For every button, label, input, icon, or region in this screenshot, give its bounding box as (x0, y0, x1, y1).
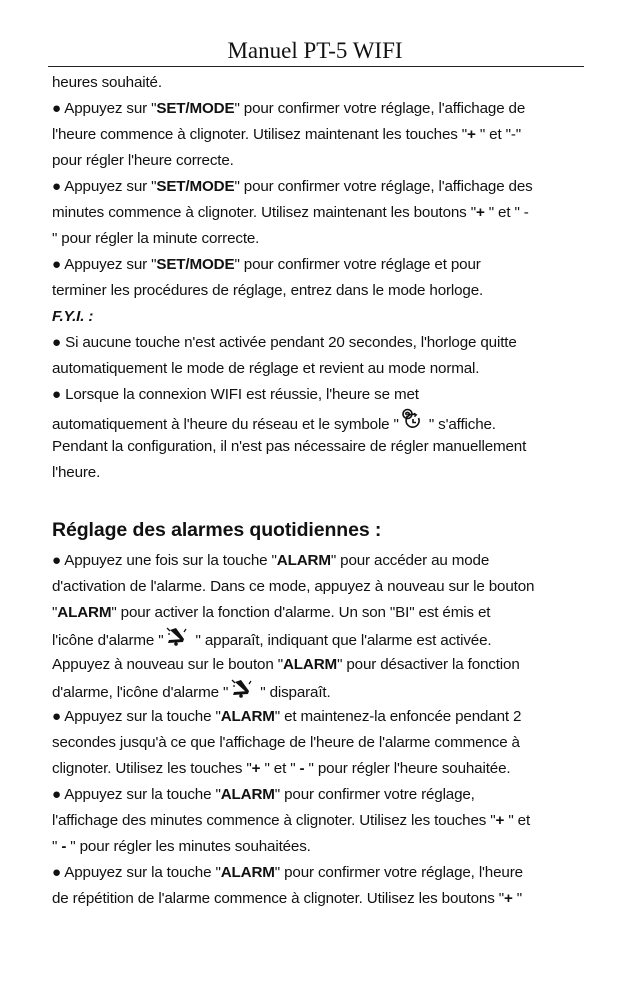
text-line: "ALARM" pour activer la fonction d'alarme. Un son "BI" est émis et (52, 604, 491, 621)
text-line: ● Si aucune touche n'est activée pendant 20 secondes, l'horloge quitte (52, 334, 517, 351)
text-line: ● Appuyez sur la touche "ALARM" et maintenez-la enfoncée pendant 2 (52, 708, 522, 725)
header-divider (48, 66, 584, 67)
text-line: d'alarme, l'icône d'alarme " " disparaît. (52, 678, 582, 704)
text-line: minutes commence à clignoter. Utilisez maintenant les boutons "+ " et " - (52, 204, 529, 221)
text-line: " pour régler la minute correcte. (52, 230, 260, 247)
text-line: d'activation de l'alarme. Dans ce mode, appuyez à nouveau sur le bouton (52, 578, 535, 595)
text-line: Pendant la configuration, il n'est pas nécessaire de régler manuellement (52, 438, 527, 455)
text-line: ● Appuyez sur la touche "ALARM" pour confirmer votre réglage, (52, 786, 475, 803)
text-line: ● Appuyez sur la touche "ALARM" pour confirmer votre réglage, l'heure (52, 864, 523, 881)
text-line: " - " pour régler les minutes souhaitées. (52, 838, 311, 855)
text-line: l'icône d'alarme " " apparaît, indiquant que l'alarme est activée. (52, 626, 582, 652)
text-line: l'affichage des minutes commence à clignoter. Utilisez les touches "+ " et (52, 812, 531, 829)
manual-body (52, 70, 582, 912)
text-line: terminer les procédures de réglage, entrez dans le mode horloge. (52, 282, 484, 299)
text-line: ● Appuyez sur "SET/MODE" pour confirmer votre réglage, l'affichage des (52, 178, 533, 195)
page-title: Manuel PT-5 WIFI (227, 38, 403, 63)
text-line: clignoter. Utilisez les touches "+ " et " - " pour régler l'heure souhaitée. (52, 760, 511, 777)
text-line: Appuyez à nouveau sur le bouton "ALARM" pour désactiver la fonction (52, 656, 520, 673)
text-line: ● Appuyez sur "SET/MODE" pour confirmer votre réglage et pour (52, 256, 481, 273)
text-line: automatiquement le mode de réglage et revient au mode normal. (52, 360, 480, 377)
alarm-bell-icon (165, 626, 189, 655)
text-line: ● Appuyez une fois sur la touche "ALARM" pour accéder au mode (52, 552, 490, 569)
text-line: heures souhaité. (52, 74, 162, 91)
text-line: ● Lorsque la connexion WIFI est réussie, l'heure se met (52, 386, 419, 403)
text-line: de répétition de l'alarme commence à clignoter. Utilisez les boutons "+ " (52, 890, 523, 907)
text-line: secondes jusqu'à ce que l'affichage de l'heure de l'alarme commence à (52, 734, 520, 751)
text-line: l'heure commence à clignoter. Utilisez maintenant les touches "+ " et "-" (52, 126, 521, 143)
text-line: automatiquement à l'heure du réseau et le symbole " " s'affiche. (52, 408, 582, 434)
text-line: ● Appuyez sur "SET/MODE" pour confirmer votre réglage, l'affichage de (52, 100, 526, 117)
text-line: l'heure. (52, 464, 101, 481)
alarm-bell-icon (230, 678, 254, 707)
fyi-label: F.Y.I. : (52, 308, 94, 325)
text-line: pour régler l'heure correcte. (52, 152, 234, 169)
section-heading: Réglage des alarmes quotidiennes : (52, 519, 382, 541)
